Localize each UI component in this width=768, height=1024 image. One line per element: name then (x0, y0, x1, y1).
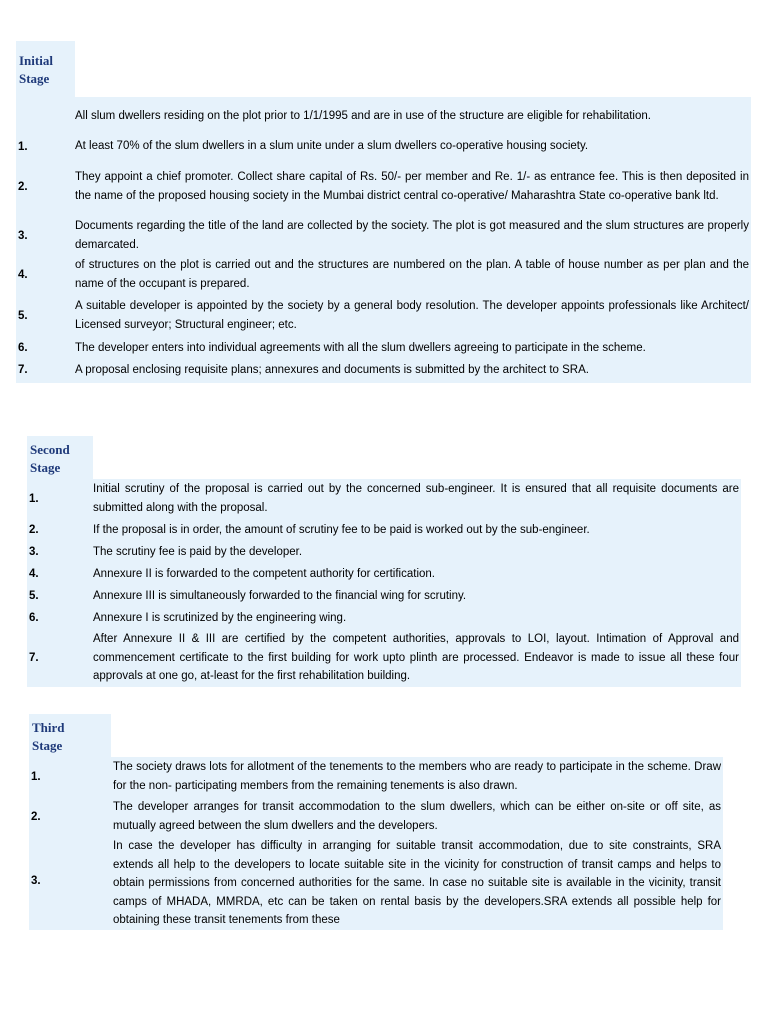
item-text: The scrutiny fee is paid by the developer. (93, 545, 303, 558)
list-item (16, 216, 751, 255)
item-text: If the proposal is in order, the amount of scrutiny fee to be paid is worked out by the sub-engineer. (93, 523, 590, 536)
item-text: Annexure I is scrutinized by the engineering wing. (93, 611, 347, 624)
initial-stage-section (16, 41, 751, 383)
second-stage-heading (27, 436, 93, 479)
list-item (16, 295, 751, 337)
item-number: 1. (31, 771, 41, 783)
list-item (16, 97, 751, 136)
item-number: 3. (31, 875, 41, 887)
item-number: 5. (18, 310, 28, 322)
list-item (16, 136, 751, 157)
list-item (27, 563, 741, 585)
list-item (16, 359, 751, 381)
item-text: Annexure III is simultaneously forwarded to the financial wing for scrutiny. (93, 589, 467, 602)
initial-stage-heading-line2: Stage (19, 71, 50, 86)
list-item (29, 757, 723, 797)
third-stage-heading-line1: Third (32, 720, 65, 735)
initial-stage-list (16, 97, 751, 383)
second-stage-heading-line1: Second (30, 442, 70, 457)
list-item (27, 585, 741, 607)
initial-stage-heading (16, 41, 75, 97)
list-item (27, 541, 741, 563)
third-stage-section (29, 714, 723, 930)
item-number: 6. (29, 612, 39, 624)
item-text: The society draws lots for allotment of the tenements to the members who are ready to participate in the scheme. Draw for the non- participating members from the remaining tenements is also drawn. (113, 761, 721, 792)
item-number: 6. (18, 342, 28, 354)
item-text: All slum dwellers residing on the plot prior to 1/1/1995 and are in use of the structure are eligible for rehabilitation. (75, 110, 651, 123)
item-text: At least 70% of the slum dwellers in a slum unite under a slum dwellers co-operative housing society. (75, 140, 589, 153)
item-number: 3. (18, 229, 28, 242)
second-stage-section (27, 436, 741, 687)
item-text: Annexure II is forwarded to the competent authority for certification. (93, 567, 435, 580)
item-text: Initial scrutiny of the proposal is carried out by the concerned sub-engineer. It is ensured that all requisite documents are submitted along with the proposal. (93, 483, 739, 514)
list-item (27, 607, 741, 629)
list-item (29, 797, 723, 837)
third-stage-list (29, 757, 723, 930)
list-item (27, 629, 741, 687)
list-item (16, 157, 751, 216)
item-number: 5. (29, 590, 39, 602)
item-number: 1. (29, 493, 39, 505)
item-text: The developer arranges for transit accommodation to the slum dwellers, which can be either on-site or off site, as mutually agreed between the slum dwellers and the developers. (113, 801, 721, 832)
item-text: After Annexure II & III are certified by the competent authorities, approvals to LOI, layout. Intimation of Approval and commencement certificate to the first building for work upto plinth are processed. Endeavor is made to issue all these four approvals at one go, at-least for the first rehabilitation building. (93, 633, 739, 683)
list-item (27, 479, 741, 519)
initial-stage-heading-line1: Initial (19, 53, 53, 68)
third-stage-heading-line2: Stage (32, 738, 63, 753)
second-stage-heading-line2: Stage (30, 460, 61, 475)
item-number: 1. (18, 140, 28, 153)
item-number: 7. (29, 652, 39, 664)
item-number: 7. (18, 364, 28, 376)
item-number: 2. (29, 524, 39, 536)
item-text: The developer enters into individual agreements with all the slum dwellers agreeing to participate in the scheme. (75, 341, 646, 354)
item-number: 4. (18, 269, 28, 281)
item-text: In case the developer has difficulty in arranging for suitable transit accommodation, due to site constraints, SRA extends all help to the developers to locate suitable site in the vicinity for construction of transit camps and helps to obtain permissions from concerned authorities for the same. In case no suitable site is available in the vicinity, transit camps of MHADA, MMRDA, etc can be taken on rental basis by the developers.SRA extends all possible help for obtaining these transit tenements from these (113, 840, 721, 927)
item-text: They appoint a chief promoter. Collect share capital of Rs. 50/- per member and Re. 1/- as entrance fee. This is then deposited in the name of the proposed housing society in the Mumbai district central co-operative/ Maharashtra State co-operative bank ltd. (75, 170, 749, 202)
item-text: Documents regarding the title of the land are collected by the society. The plot is got measured and the slum structures are properly demarcated. (75, 219, 749, 251)
list-item (16, 255, 751, 295)
item-text: of structures on the plot is carried out and the structures are numbered on the plan. A table of house number as per plan and the name of the occupant is prepared. (75, 259, 749, 290)
item-number: 4. (29, 568, 39, 580)
third-stage-heading (29, 714, 111, 757)
item-number: 2. (31, 811, 41, 823)
item-text: A suitable developer is appointed by the society by a general body resolution. The developer appoints professionals like Architect/ Licensed surveyor; Structural engineer; etc. (75, 300, 749, 331)
list-item (29, 837, 723, 930)
second-stage-list (27, 479, 741, 687)
item-number: 2. (18, 180, 28, 193)
item-number: 3. (29, 546, 39, 558)
list-item (16, 337, 751, 359)
item-text: A proposal enclosing requisite plans; annexures and documents is submitted by the architect to SRA. (75, 363, 589, 376)
list-item (27, 519, 741, 541)
